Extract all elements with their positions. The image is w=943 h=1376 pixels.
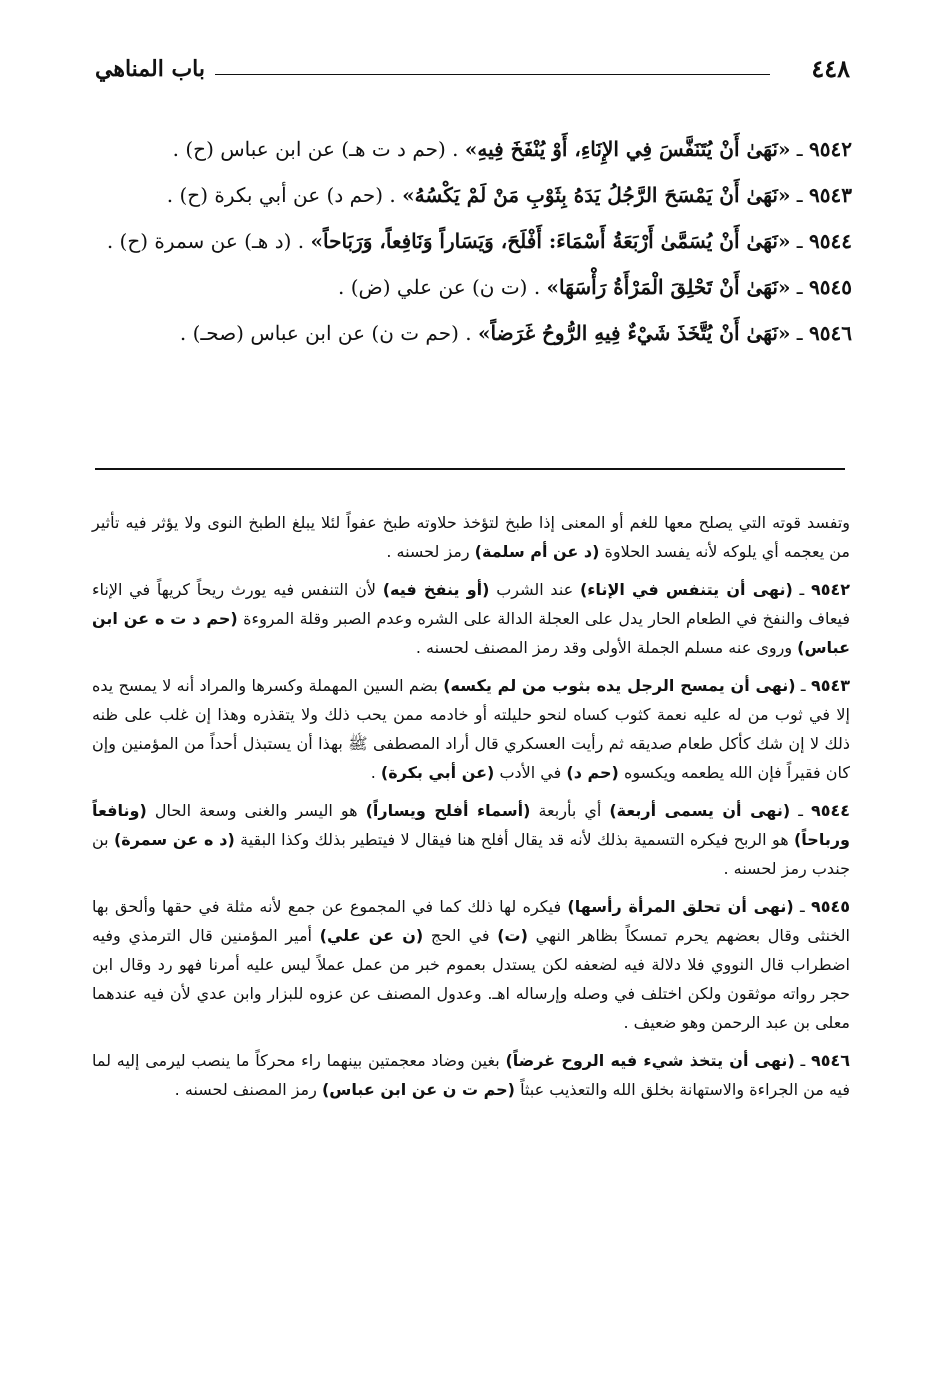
commentary-text: لأن التنفس فيه يورث ريحاً كريهاً في الإناء فيعاف والنفخ في الطعام الحار يدل على العجلة الدالة على الشره وعدم الصبر وقلة المروءة	[92, 580, 851, 628]
hadith-text: «نَهَىٰ أَنْ يَمْسَحَ الرَّجُلُ يَدَهُ بِثَوْبِ مَنْ لَمْ يَكْسُهُ»	[402, 183, 791, 207]
commentary-reference: (د ه عن سمرة)	[113, 830, 235, 849]
chapter-title: باب المناهي	[95, 56, 206, 82]
hadith-entry: ٩٥٤٢ ـ «نَهَىٰ أَنْ يُتَنَفَّسَ فِي الإِنَاءِ، أَوْ يُنْفَخَ فِيهِ» . (حم د ت هـ) عن ابن عباس (ح) .	[172, 137, 852, 161]
commentary-item: ٩٥٤٥ ـ (نهى أن تحلق المرأة رأسها) فيكره لها ذلك كما في المجموع عن جمع لأنه مثلة في حقها وألحق بها الخنثى وقال بعضهم يحرم تمسكاً بظاهر النهي (ت) في الحج (ن عن علي) أمير المؤمنين قال الترمذي وفيه اضطراب قال النووي فلا دلالة فيه لضعفه لكن يستدل بعموم خبر من عمل عملاً ليس عليه أمرنا فهو رد وقال ابن حجر رواته موثقون ولكن اختلف في وصله وإرساله اهـ. وعدول المصنف عن عزوه للبزار وابن عدي لأن فيه عندهما معلى بن عبد الرحمن وهو ضعيف .	[92, 897, 851, 1032]
commentary-text: .	[370, 763, 376, 782]
commentary-number: ٩٥٤٦	[810, 1051, 851, 1070]
page-header	[95, 52, 850, 86]
commentary-reference: (حم ت ن عن ابن عباس)	[321, 1080, 515, 1099]
commentary-item: ٩٥٤٤ ـ (نهى أن يسمى أربعة) أي بأربعة (أسماء أفلح ويساراً) هو اليسر والغنى وسعة الحال (ونافعاً ورباحاً) هو الربح فيكره التسمية بذلك لأنه قد يقال أفلح هنا فيقال لا فيتطير بذلك وكذا البقية (د ه عن سمرة) بن جندب رمز لحسنه .	[92, 801, 850, 878]
hadith-entry: ٩٥٤٥ ـ «نَهَىٰ أَنْ تَحْلِقَ الْمَرْأَةُ رَأْسَهَا» . (ت ن) عن علي (ض) .	[338, 275, 852, 299]
header-rule	[215, 74, 770, 75]
hadith-number: ٩٥٤٤	[809, 229, 852, 253]
commentary-number: ٩٥٤٢	[810, 580, 850, 599]
commentary-text: هو اليسر والغنى وسعة الحال	[154, 801, 358, 820]
hadith-text: «نَهَىٰ أَنْ يُتَّخَذَ شَيْءٌ فِيهِ الرُّوحُ غَرَضاً»	[477, 321, 791, 345]
hadith-entry: ٩٥٤٤ ـ «نَهَىٰ أَنْ يُسَمَّىٰ أَرْبَعَةُ أَسْمَاءَ: أَفْلَحَ، وَيَسَاراً وَنَافِعاً، وَرَبَاحاً» . (د هـ) عن سمرة (ح) .	[106, 229, 852, 253]
hadith-source: . (د هـ) عن سمرة (ح) .	[106, 229, 305, 253]
commentary-text: أي بأربعة	[538, 801, 602, 820]
intro-line: رمز لحسنه .	[386, 542, 470, 561]
commentary-lemma: (أسماء أفلح ويساراً)	[365, 801, 531, 820]
hadith-entry: ٩٥٤٣ ـ «نَهَىٰ أَنْ يَمْسَحَ الرَّجُلُ يَدَهُ بِثَوْبِ مَنْ لَمْ يَكْسُهُ» . (حم د) عن أبي بكرة (ح) .	[166, 183, 852, 207]
commentary-text: وروى عنه مسلم الجملة الأولى وقد رمز المصنف لحسنه .	[415, 638, 793, 657]
hadith-entry: ٩٥٤٦ ـ «نَهَىٰ أَنْ يُتَّخَذَ شَيْءٌ فِيهِ الرُّوحُ غَرَضاً» . (حم ت ن) عن ابن عباس (صحـ) .	[179, 321, 852, 345]
hadith-source: . (حم د) عن أبي بكرة (ح) .	[166, 183, 396, 207]
commentary-lemma: (أو ينفخ فيه)	[382, 580, 490, 599]
hadith-source: . (حم ت ن) عن ابن عباس (صحـ) .	[179, 321, 472, 345]
commentary-text: هو الربح فيكره التسمية بذلك لأنه قد يقال أفلح هنا فيقال لا فيتطير بذلك وكذا البقية	[240, 830, 789, 849]
hadith-list	[92, 126, 852, 356]
commentary-text: أمير المؤمنين قال الترمذي وفيه اضطراب قال النووي فلا دلالة فيه لضعفه لكن يستدل بعموم خبر من عمل عملاً ليس عليه أمرنا فهو رد وقال ابن حجر رواته موثقون ولكن اختلف في وصله وإرساله اهـ. وعدول المصنف عن عزوه للبزار وابن عدي لأن فيه عندهما معلى بن عبد الرحمن وهو ضعيف .	[92, 926, 850, 1032]
intro-reference: (د عن أم سلمة)	[474, 542, 600, 561]
commentary-text: رمز المصنف لحسنه .	[174, 1080, 317, 1099]
intro-line: ولا يؤثر فيه تأثير من يعجمه أي يلوكه لأنه يفسد الحلاوة	[92, 513, 850, 561]
commentary-lemma: (نهى أن يتنفس في الإناء)	[579, 580, 793, 599]
footnote-separator	[95, 468, 845, 470]
commentary-reference: (حم د)	[566, 763, 619, 782]
commentary-text: بضم السين المهملة وكسرها والمراد أنه لا يمسح يده إلا في ثوب من له عليه نعمة كثوب كساه لنحو حليلته أو خادمه ممن يحب ذلك ولا يتقذره وهذا إن غلب على ظنه ذلك لا إن شك كأكل طعام صديقه ثم رأيت العسكري قال أراد المصطفى ﷺ بهذا أن يستبذل أحداً من المؤمنين وإن كان فقيراً فإن الله يطعمه ويكسوه	[92, 676, 850, 782]
commentary-text: بغين وضاد معجمتين بينهما راء محركاً ما ينصب ليرمى إليه لما فيه من الجراءة والاستهانة بخلق الله والتعذيب عبثاً	[92, 1051, 850, 1099]
commentary-reference: (عن أبي بكرة)	[380, 763, 495, 782]
commentary-text: فيكره لها ذلك كما في المجموع عن جمع لأنه مثلة في حقها وألحق بها الخنثى وقال بعضهم يحرم تمسكاً بظاهر النهي	[92, 897, 850, 945]
hadith-number: ٩٥٤٣	[809, 183, 852, 207]
commentary-reference: (ن عن علي)	[319, 926, 424, 945]
commentary-number: ٩٥٤٣	[810, 676, 851, 695]
commentary-reference: (ت)	[497, 926, 528, 945]
hadith-number: ٩٥٤٢	[809, 137, 852, 161]
intro-line: وتفسد قوته التي يصلح معها للغم أو المعنى إذا طبخ لتؤخذ حلاوته طبخ عفواً لئلا يبلغ الطبخ النوى	[207, 513, 851, 532]
commentary-text: عند الشرب	[496, 580, 574, 599]
commentary-item: ٩٥٤٦ ـ (نهى أن يتخذ شيء فيه الروح غرضاً) بغين وضاد معجمتين بينهما راء محركاً ما ينصب ليرمى إليه لما فيه من الجراءة والاستهانة بخلق الله والتعذيب عبثاً (حم ت ن عن ابن عباس) رمز المصنف لحسنه .	[92, 1051, 851, 1099]
commentary-lemma: (نهى أن يتخذ شيء فيه الروح غرضاً)	[505, 1051, 795, 1070]
commentary-text: في الأدب	[499, 763, 562, 782]
hadith-text: «نَهَىٰ أَنْ يُسَمَّىٰ أَرْبَعَةُ أَسْمَاءَ: أَفْلَحَ، وَيَسَاراً وَنَافِعاً، وَرَبَاحاً»	[310, 229, 791, 253]
hadith-text: «نَهَىٰ أَنْ يُتَنَفَّسَ فِي الإِنَاءِ، أَوْ يُنْفَخَ فِيهِ»	[464, 137, 791, 161]
commentary-text: في الحج	[430, 926, 490, 945]
commentary-lemma: (نهى أن يمسح الرجل يده بثوب من لم يكسه)	[443, 676, 796, 695]
commentary-item: ٩٥٤٣ ـ (نهى أن يمسح الرجل يده بثوب من لم يكسه) بضم السين المهملة وكسرها والمراد أنه لا يمسح يده إلا في ثوب من له عليه نعمة كثوب كساه لنحو حليلته أو خادمه ممن يحب ذلك ولا يتقذره وهذا إن غلب على ظنه ذلك لا إن شك كأكل طعام صديقه ثم رأيت العسكري قال أراد المصطفى ﷺ بهذا أن يستبذل أحداً من المؤمنين وإن كان فقيراً فإن الله يطعمه ويكسوه (حم د) في الأدب (عن أبي بكرة) .	[92, 676, 851, 782]
page-number: ٤٤٨	[811, 54, 850, 83]
hadith-source: . (ت ن) عن علي (ض) .	[338, 275, 541, 299]
commentary-text: بن جندب رمز لحسنه .	[92, 830, 850, 878]
commentary-item: ٩٥٤٢ ـ (نهى أن يتنفس في الإناء) عند الشرب (أو ينفخ فيه) لأن التنفس فيه يورث ريحاً كريهاً في الإناء فيعاف والنفخ في الطعام الحار يدل على العجلة الدالة على الشره وعدم الصبر وقلة المروءة (حم د ت ه عن ابن عباس) وروى عنه مسلم الجملة الأولى وقد رمز المصنف لحسنه .	[92, 580, 851, 657]
commentary-number: ٩٥٤٥	[810, 897, 851, 916]
commentary-lemma: (ونافعاً ورباحاً)	[92, 801, 850, 849]
commentary-reference: (حم د ت ه عن ابن عباس)	[92, 609, 850, 657]
commentary-lemma: (نهى أن تحلق المرأة رأسها)	[567, 897, 794, 916]
commentary-intro	[92, 508, 850, 566]
commentary	[92, 508, 850, 1113]
hadith-number: ٩٥٤٦	[809, 321, 852, 345]
hadith-text: «نَهَىٰ أَنْ تَحْلِقَ الْمَرْأَةُ رَأْسَهَا»	[546, 275, 791, 299]
commentary-number: ٩٥٤٤	[810, 801, 850, 820]
hadith-source: . (حم د ت هـ) عن ابن عباس (ح) .	[172, 137, 459, 161]
commentary-lemma: (نهى أن يسمى أربعة)	[609, 801, 791, 820]
hadith-number: ٩٥٤٥	[809, 275, 852, 299]
